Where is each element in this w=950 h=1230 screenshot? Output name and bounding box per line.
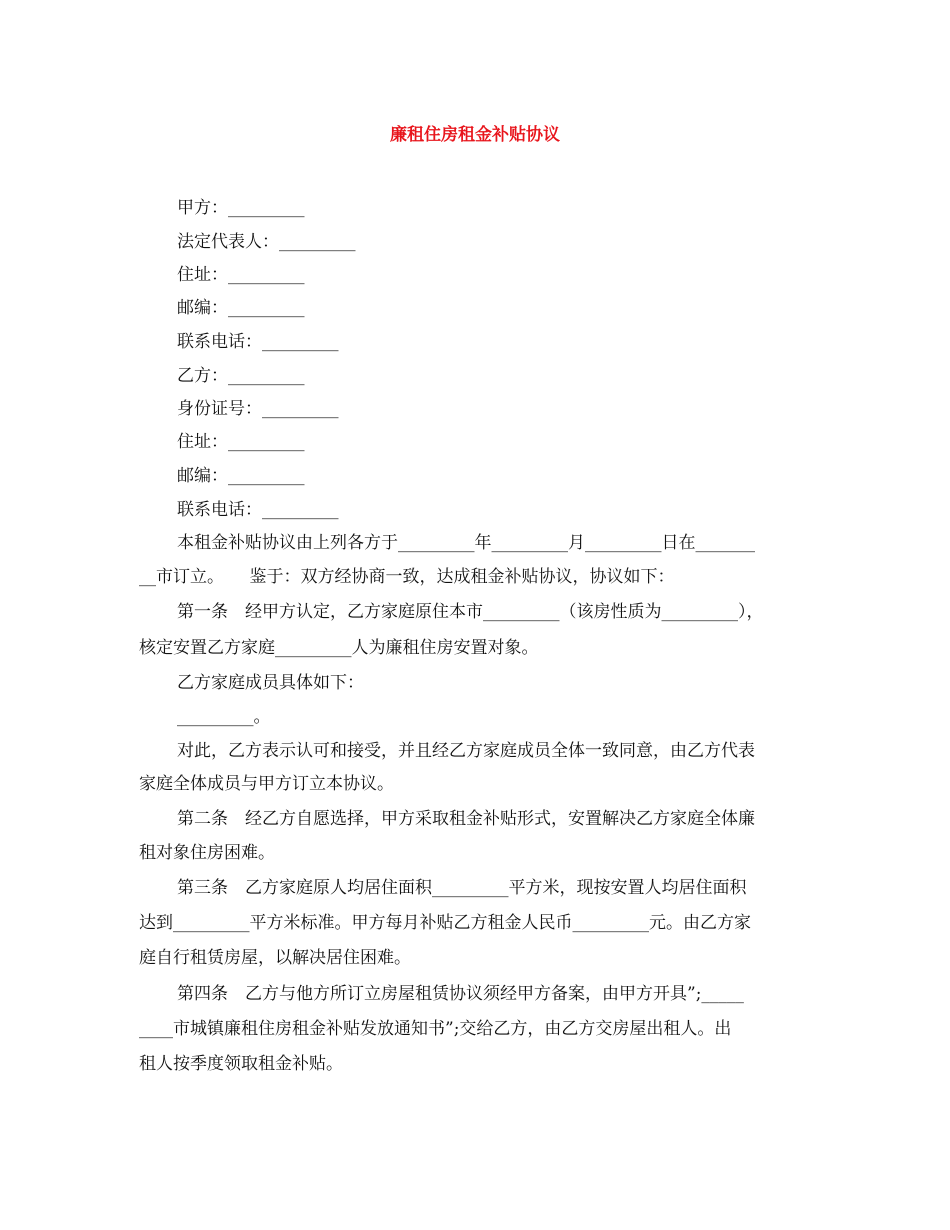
article-3-line-3: 庭自行租赁房屋，以解决居住困难。 — [139, 948, 411, 968]
party-a-address: 住址：_________ — [177, 265, 305, 285]
intro-paragraph-line-2: __市订立。 鉴于：双方经协商一致，达成租金补贴协议，协议如下： — [139, 567, 675, 587]
article-4-line-2: ____市城镇廉租住房租金补贴发放通知书”;交给乙方，由乙方交房屋出租人。出 — [139, 1019, 732, 1039]
party-b-name: 乙方：_________ — [177, 366, 305, 386]
article-1-line-2: 核定安置乙方家庭_________人为廉租住房安置对象。 — [139, 638, 539, 658]
article-2-line-2: 租对象住房困难。 — [139, 843, 275, 863]
party-b-id: 身份证号：_________ — [177, 399, 339, 419]
article-3-line-1: 第三条 乙方家庭原人均居住面积_________平方米，现按安置人均居住面积 — [177, 878, 747, 898]
article-4-line-1: 第四条 乙方与他方所订立房屋租赁协议须经甲方备案，由甲方开具”;_____ — [177, 984, 744, 1004]
consent-line-1: 对此，乙方表示认可和接受，并且经乙方家庭成员全体一致同意，由乙方代表 — [177, 741, 755, 761]
document-title: 廉租住房租金补贴协议 — [390, 125, 560, 145]
party-a-phone: 联系电话：_________ — [177, 332, 339, 352]
article-2-line-1: 第二条 经乙方自愿选择，甲方采取租金补贴形式，安置解决乙方家庭全体廉 — [177, 809, 755, 829]
party-a-name: 甲方：_________ — [177, 198, 305, 218]
article-1-line-1: 第一条 经甲方认定，乙方家庭原住本市_________（该房性质为_________）， — [177, 602, 764, 622]
party-b-postcode: 邮编：_________ — [177, 466, 305, 486]
article-4-line-3: 租人按季度领取租金补贴。 — [139, 1054, 343, 1074]
article-3-line-2: 达到_________平方米标准。甲方每月补贴乙方租金人民币_________元。由乙方家 — [139, 913, 751, 933]
family-members-blank: _________。 — [177, 707, 271, 727]
party-b-phone: 联系电话：_________ — [177, 500, 339, 520]
family-members-heading: 乙方家庭成员具体如下： — [177, 673, 364, 693]
party-a-postcode: 邮编：_________ — [177, 298, 305, 318]
party-b-address: 住址：_________ — [177, 432, 305, 452]
consent-line-2: 家庭全体成员与甲方订立本协议。 — [139, 774, 394, 794]
party-a-legal-rep: 法定代表人：_________ — [177, 232, 356, 252]
intro-paragraph-line-1: 本租金补贴协议由上列各方于_________年_________月_________日在_______ — [177, 533, 755, 553]
